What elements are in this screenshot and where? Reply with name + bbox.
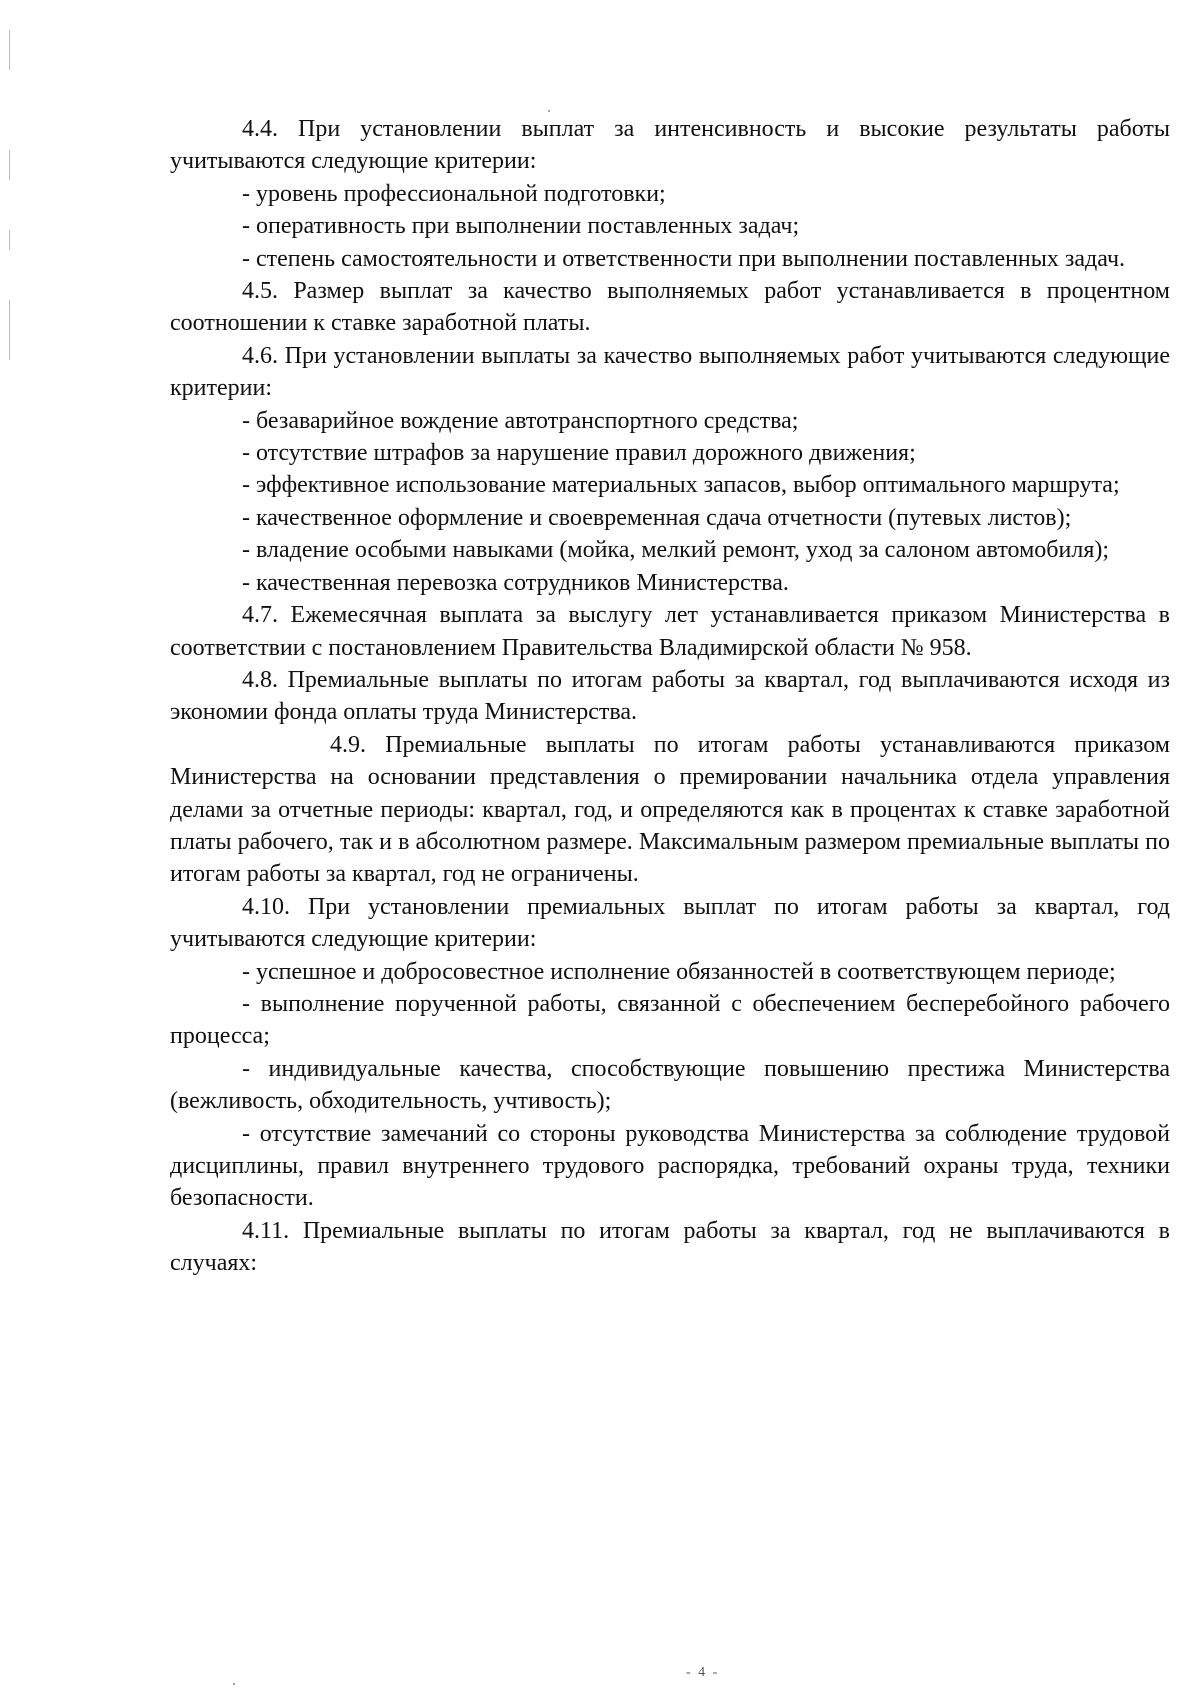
paragraph-4-7: 4.7. Ежемесячная выплата за выслугу лет устанавливается приказом Министерства в соответствии с постановлением Правительства Владимирской области № 958.: [170, 602, 1170, 661]
list-item: - безаварийное вождение автотранспортного средства;: [242, 407, 799, 434]
scan-margin-line: [9, 150, 10, 180]
paragraph-4-5: 4.5. Размер выплат за качество выполняемых работ устанавливается в процентном соотношении к ставке заработной платы.: [170, 278, 1170, 337]
list-item: - степень самостоятельности и ответственности при выполнении поставленных задач.: [242, 245, 1126, 272]
list-item: - качественная перевозка сотрудников Министерства.: [242, 569, 789, 596]
list-item: - оперативность при выполнении поставленных задач;: [242, 213, 800, 240]
list-item: - отсутствие штрафов за нарушение правил дорожного движения;: [242, 440, 916, 467]
paragraph-4-9: 4.9. Премиальные выплаты по итогам работы устанавливаются приказом Министерства на основании представления о премировании начальника отдела управления делами за отчетные периоды: квартал, год, и определяются как в процентах к ставке заработной платы рабочего, так и в абсолютном размере. Максимальным размером премиальные выплаты по итогам работы за квартал, год не ограничены.: [170, 731, 1170, 888]
list-item: - качественное оформление и своевременная сдача отчетности (путевых листов);: [242, 504, 1072, 531]
list-item: - отсутствие замечаний со стороны руководства Министерства за соблюдение трудовой дисциплины, правил внутреннего трудового распорядка, требований охраны труда, техники безопасности.: [170, 1120, 1170, 1212]
paragraph-4-4: 4.4. При установлении выплат за интенсивность и высокие результаты работы учитываются следующие критерии:: [170, 116, 1170, 175]
paragraph-4-10: 4.10. При установлении премиальных выплат по итогам работы за квартал, год учитываются следующие критерии:: [170, 893, 1170, 953]
page-number: - 4 -: [686, 1665, 720, 1680]
paragraph-4-11: 4.11. Премиальные выплаты по итогам работы за квартал, год не выплачиваются в случаях:: [170, 1217, 1170, 1277]
list-item: - уровень профессиональной подготовки;: [242, 180, 666, 207]
list-item: - выполнение порученной работы, связанной с обеспечением бесперебойного рабочего процесса;: [170, 990, 1170, 1050]
paragraph-4-6: 4.6. При установлении выплаты за качество выполняемых работ учитываются следующие критерии:: [170, 342, 1170, 402]
list-item: - владение особыми навыками (мойка, мелкий ремонт, уход за салоном автомобиля);: [242, 537, 1110, 564]
scan-margin-line: [9, 30, 10, 70]
scan-speck: [233, 1683, 235, 1685]
list-item: - эффективное использование материальных запасов, выбор оптимального маршрута;: [242, 472, 1120, 499]
scan-margin-line: [9, 230, 10, 250]
paragraph-4-8: 4.8. Премиальные выплаты по итогам работы за квартал, год выплачиваются исходя из экономии фонда оплаты труда Министерства.: [170, 666, 1170, 726]
list-item: - успешное и добросовестное исполнение обязанностей в соответствующем периоде;: [242, 958, 1116, 985]
list-item: - индивидуальные качества, способствующие повышению престижа Министерства (вежливость, обходительность, учтивость);: [170, 1055, 1170, 1115]
document-body: [170, 113, 1170, 1280]
scan-speck: [548, 110, 550, 112]
scan-margin-line: [9, 300, 10, 360]
